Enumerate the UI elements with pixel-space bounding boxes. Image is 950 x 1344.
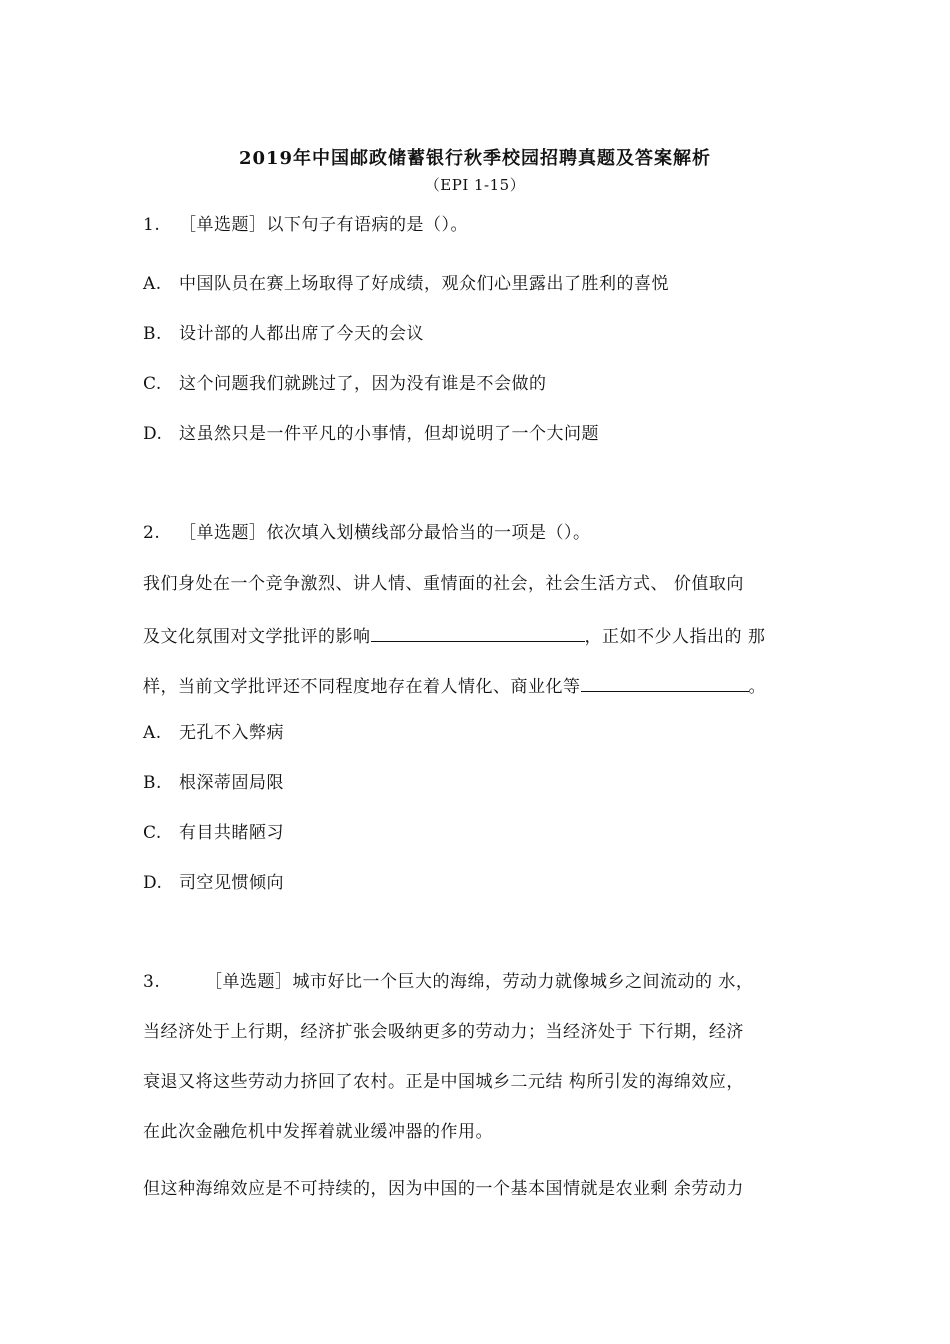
q2-option-d [143,872,284,894]
q2-option-b [143,772,284,794]
page-title: 2019年中国邮政储蓄银行秋季校园招聘真题及答案解析 [238,148,712,169]
q2-passage-line-1: 我们身处在一个竞争激烈、讲人情、重情面的社会，社会生活方式、 价值取向 [143,574,744,594]
option-label: D. [143,873,163,893]
question-3-line-4: 在此次金融危机中发挥着就业缓冲器的作用。 [143,1122,493,1142]
passage-text: ，正如不少人指出的 那 [584,627,766,647]
question-number: 1. [143,215,161,235]
option-text: 这个问题我们就跳过了，因为没有谁是不会做的 [179,374,547,394]
fill-blank-1 [371,623,585,642]
option-text: 这虽然只是一件平凡的小事情，但却说明了一个大问题 [179,424,599,444]
question-text: ［单选题］城市好比一个巨大的海绵，劳动力就像城乡之间流动的 水， [205,972,754,992]
option-label: D. [143,424,163,444]
option-text: 设计部的人都出席了今天的会议 [179,324,424,344]
q1-option-a [143,273,669,295]
question-3-line-3: 衰退又将这些劳动力挤回了农村。正是中国城乡二元结 构所引发的海绵效应， [143,1072,744,1092]
option-text: 无孔不入弊病 [179,723,284,743]
question-text: ［单选题］依次填入划横线部分最恰当的一项是（）。 [179,523,591,543]
question-2-stem [143,522,591,544]
question-number: 2. [143,523,161,543]
q2-passage-line-2 [143,623,765,648]
option-label: C. [143,374,162,394]
q2-option-c [143,822,284,844]
q1-option-d [143,423,599,445]
passage-text: 。 [748,677,766,697]
option-text: 司空见惯倾向 [179,873,284,893]
question-3-line-1 [143,971,753,993]
option-text: 有目共睹陋习 [179,823,284,843]
passage-text: 样，当前文学批评还不同程度地存在着人情化、商业化等 [143,677,581,697]
option-label: A. [143,723,162,743]
question-text: ［单选题］以下句子有语病的是（）。 [179,215,468,235]
option-label: B. [143,324,162,344]
question-3-line-2: 当经济处于上行期，经济扩张会吸纳更多的劳动力；当经济处于 下行期，经济 [143,1022,744,1042]
q1-option-b [143,323,424,345]
question-3-line-5: 但这种海绵效应是不可持续的，因为中国的一个基本国情就是农业剩 余劳动力 [143,1179,744,1199]
option-text: 中国队员在赛上场取得了好成绩，观众们心里露出了胜利的喜悦 [179,274,669,294]
fill-blank-2 [581,673,749,692]
option-text: 根深蒂固局限 [179,773,284,793]
question-number: 3. [143,972,161,992]
page-subtitle: （EPI 1-15） [424,176,526,194]
passage-text: 及文化氛围对文学批评的影响 [143,627,371,647]
option-label: B. [143,773,162,793]
question-1-stem [143,214,468,236]
option-label: A. [143,274,162,294]
q2-option-a [143,722,284,744]
q2-passage-line-3 [143,673,766,698]
option-label: C. [143,823,162,843]
q1-option-c [143,373,547,395]
